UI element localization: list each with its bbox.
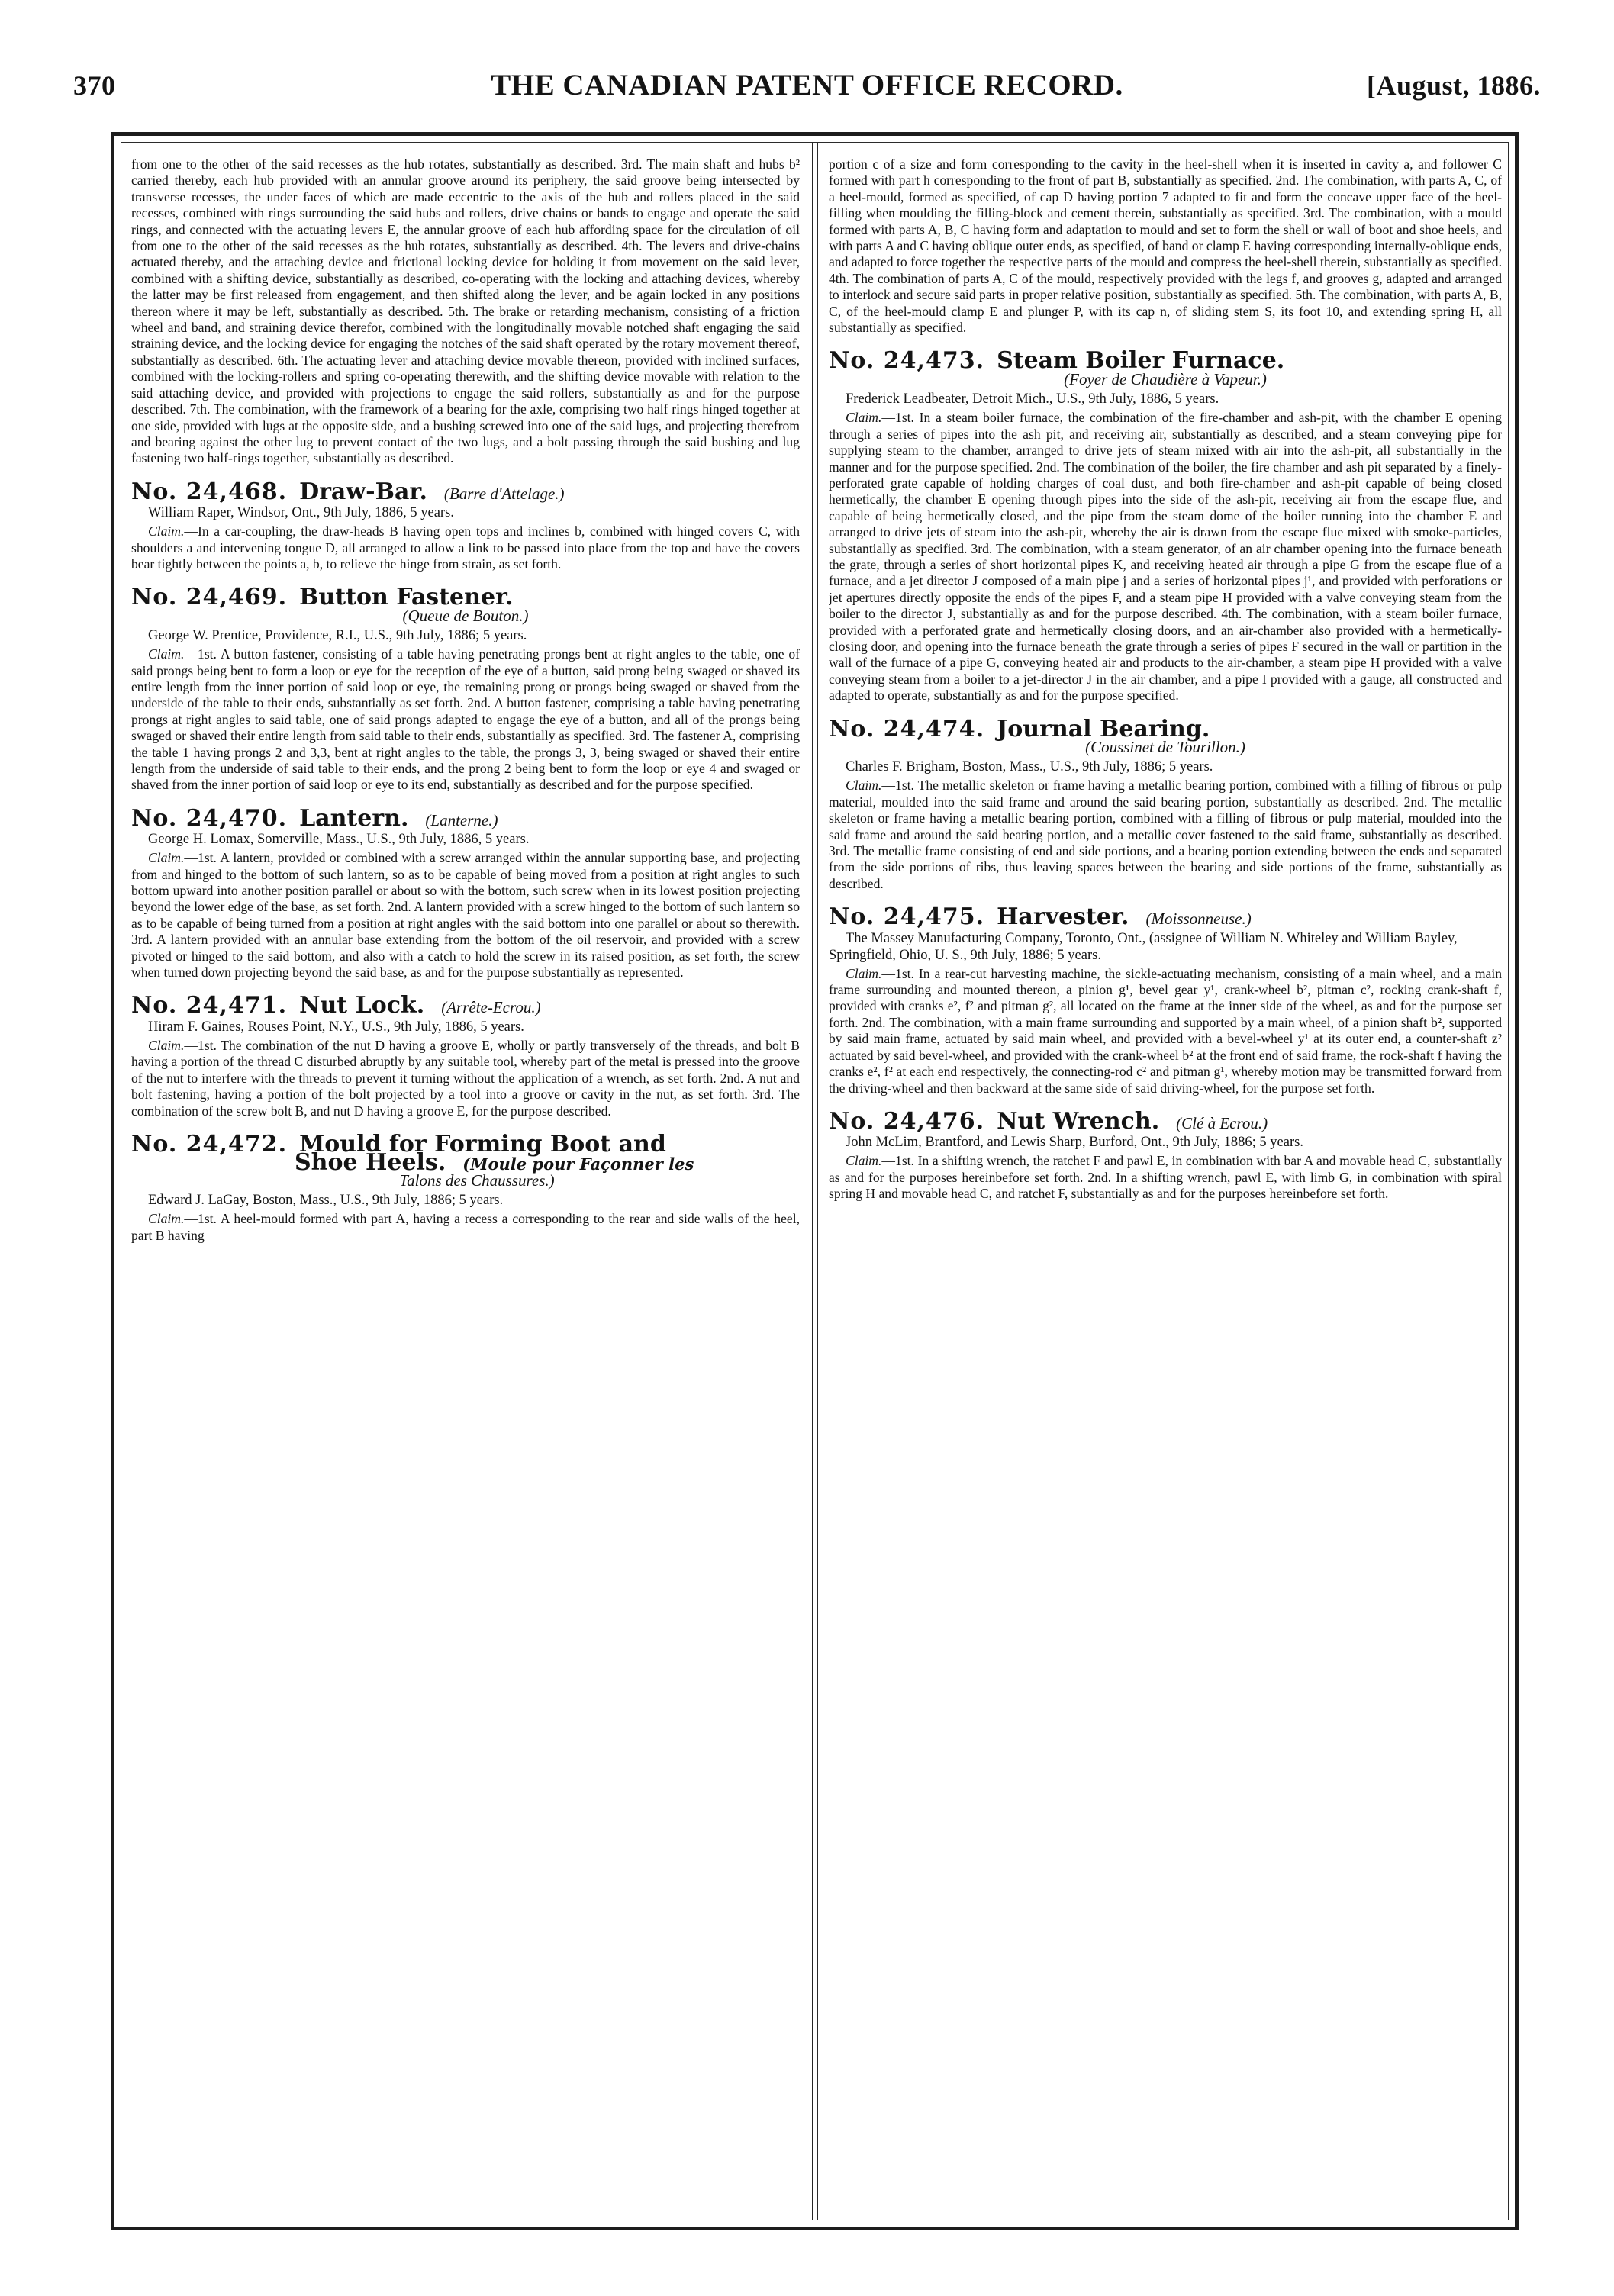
entry-heading	[131, 992, 800, 1019]
patent-number: No. 24,474.	[829, 715, 985, 742]
patent-title: Draw-Bar.	[299, 478, 427, 505]
claim-body: —1st. The combination of the nut D having a groove E, wholly or partly transversely of the threads, and bolt B having a portion of the thread C disturbed abruptly by any suitable tool, whereby part of the metal is pressed into the groove of the nut to interfere with the threads to prevent it turning without the application of a wrench, as set forth. 2nd. A nut and bolt fastening, having a portion of the bolt projected by a tool into a groove or cavity in the nut, as set forth. 3rd. The combination of the screw bolt B, and nut D having a groove E, for the purpose described.	[131, 1037, 800, 1119]
patent-number: No. 24,469.	[131, 584, 288, 611]
claim-text	[131, 1038, 800, 1119]
patent-title: Nut Wrench.	[997, 1107, 1160, 1135]
claim-body: —1st. The metallic skeleton or frame having a metallic bearing portion, combined with a filling of fibrous or pulp material, moulded into the said frame and around the said bearing portion, substantially as described. 2nd. The metallic skeleton or frame having a metallic bearing portion, combined with a filling of fibrous or pulp material, moulded into the said frame and around the said bearing portion, and a metallic cover fastened to the said frame, substantially as described. 3rd. The metallic frame consisting of end and side portions, and a bearing portion extending between the ends and separated from the side portions of ribs, thus leaving spaces between the bearing and side portions of the frame, substantially as described.	[829, 778, 1502, 891]
inventor-line: William Raper, Windsor, Ont., 9th July, 1886, 5 years.	[148, 505, 454, 521]
inventor-line: The Massey Manufacturing Company, Toronto, Ont., (assignee of William N. Whiteley and William Bayley, Springfield, Ohio, U. S., 9th July, 1886; 5 years.	[829, 930, 1458, 963]
claim-body: —1st. In a steam boiler furnace, the combination of the fire-chamber and ash-pit, with the chamber E opening through a series of pipes into the ash pit, and receiving air, substantially as described, and a steam conveying pipe for supplying steam to the chamber, arranged to drive jets of steam mixed with air into the ash-pit, all substantially in the manner and for the purpose specified. 2nd. The combination of the boiler, the fire chamber and ash pit separated by a finely-perforated grate capable of holding charges of coal dust, and both fire-chamber and ash-pit capable of being closed hermetically, the chamber E opening through pipes into the side of the ash-pit, receiving air from the escape flue, and capable of being hermetically closed, and the pipe from the steam dome of the boiler running into the chamber E and arranged to drive jets of steam into the ash-pit, whereby the air is drawn from the escape flue mixed with smoke-particles, substantially as specified. 3rd. The combination, with a steam generator, of an air chamber opening into the furnace beneath the grate, through a series of short horizontal pipes K, and receiving heated air through a pipe G from the escape flue of a furnace, and a jet director J composed of a main pipe j and a series of horizontal pipes j¹, and provided with perforations or jet apertures directly opposite the ends of the pipes F, and a steam pipe H provided with a valve conveying steam from the boiler to the director J, substantially as and for the purpose described. 4th. The combination, with a steam boiler furnace, provided with a perforated grate and hermetically closing doors, and an air-chamber also provided with a hermetically-closing door, and opening into the furnace beneath the grate through a series of pipes F secured in the wall or partition in the wall of the furnace of a pipe G, conveying heated air and products to the air-chamber, a steam pipe H provided with a valve conveying steam from a boiler to a jet-director J in the air chamber, and a pipe I provided with a gauge, all constructed and adapted to operate, substantially as and for the purpose specified.	[829, 410, 1502, 704]
page-number: 370	[73, 70, 116, 101]
claim-body: —1st. A lantern, provided or combined with a screw arranged within the annular supporting base, and projecting from and hinged to the bottom of such lantern, so as to be capable of being moved from a position at right angles to such bottom upward into another position parallel or about so with the bottom, such screw when in its lowest position projecting beyond the lower edge of the base, as set forth. 2nd. A lantern provided with a screw hinged to the bottom of such lantern so as to be capable of being turned from a position at right angles with the said bottom into one parallel or about so therewith. 3rd. A lantern provided with an annular base extending from the bottom of the oil reservoir, and provided with a screw pivoted or hinged to the said bottom, and also with a catch to hold the screw in its raised position, as set forth, the screw when turned down projecting beyond the said base, as and for the purpose substantially as represented.	[131, 850, 800, 981]
patent-number: No. 24,472.	[131, 1130, 288, 1158]
claim-body: —1st. In a shifting wrench, the ratchet F and pawl E, in combination with bar A and movable head C, substantially as and for the purposes hereinbefore set forth. 2nd. In a shifting wrench, pawl E, with limb G, in combination with spiral spring H and movable head C, and ratchet F, substantially as and for the purposes hereinbefore set forth.	[829, 1153, 1502, 1202]
patent-entry-24471	[131, 992, 800, 1119]
journal-title: THE CANADIAN PATENT OFFICE RECORD.	[491, 69, 1123, 101]
running-head	[73, 67, 1541, 113]
continued-claim-text: portion c of a size and form corresponding to the cavity in the heel-shell when it is inserted in cavity a, and follower C formed with part h corresponding to the front of part B, substantially as specified. 2nd. The combination, with parts A, C, of a heel-mould, formed as specified, of cap D having portion 7 adapted to fit and form the concave upper face of the heel-filling when moulding the filling-block and cement therein, substantially as specified. 3rd. The combination, with a mould formed with parts A, B, C having form and adaptation to mould and set to form the shell or wall of boot and shoe heels, and with parts A and C having oblique outer ends, as specified, of band or clamp E having corresponding internally-oblique ends, and adapted to force together the respective parts of the mould and compress the heel-shell therein, substantially as specified. 4th. The combination of parts A, C of the mould, respectively provided with the legs f, and grooves g, adapted and arranged to interlock and secure said parts in proper relative position, substantially as specified. 5th. The combination, with parts A, B, C, of the heel-mould clamp E and plunger P, with its cap n, of sliding stem S, its foot 10, and extending spring H, all substantially as specified.	[829, 156, 1502, 336]
claim-label: Claim.	[148, 1037, 185, 1053]
entry-heading	[829, 715, 1502, 742]
french-title: (Foyer de Chaudière à Vapeur.)	[1064, 369, 1267, 388]
claim-body: —1st. A heel-mould formed with part A, having a recess a corresponding to the rear and side walls of the heel, part B having	[131, 1211, 800, 1243]
claim-text	[829, 966, 1502, 1096]
entry-heading	[131, 478, 800, 505]
right-column	[829, 156, 1502, 2217]
entry-heading	[131, 804, 800, 832]
claim-text	[829, 1153, 1502, 1202]
claim-body: —In a car-coupling, the draw-heads B having open tops and inclines b, combined with hinged covers C, with shoulders a and intervening tongue D, all arranged to allow a link to be passed into place from the top and have the covers bear tightly between the points a, b, to relieve the hinge from strain, as set forth.	[131, 523, 800, 572]
french-title: (Lanterne.)	[425, 810, 498, 829]
claim-text	[131, 646, 800, 794]
claim-text	[829, 778, 1502, 892]
patent-entry-24476	[829, 1107, 1502, 1203]
patent-title: Button Fastener.	[299, 584, 514, 611]
inventor-line: Edward J. LaGay, Boston, Mass., U.S., 9th July, 1886; 5 years.	[148, 1193, 504, 1209]
patent-number: No. 24,476.	[829, 1107, 985, 1135]
inventor-line: George H. Lomax, Somerville, Mass., U.S., 9th July, 1886, 5 years.	[148, 832, 530, 848]
patent-entry-24474	[829, 715, 1502, 893]
entry-heading	[829, 347, 1502, 375]
inventor-line: Charles F. Brigham, Boston, Mass., U.S., 9th July, 1886; 5 years.	[846, 759, 1213, 775]
claim-label: Claim.	[148, 523, 185, 539]
patent-entry-24470	[131, 804, 800, 981]
entry-heading	[131, 1130, 800, 1158]
inventor-line: John McLim, Brantford, and Lewis Sharp, Burford, Ont., 9th July, 1886; 5 years.	[846, 1135, 1303, 1151]
french-title: (Moule pour Façonner les	[462, 1154, 694, 1174]
patent-title: Nut Lock.	[299, 992, 425, 1019]
claim-label: Claim.	[148, 1211, 185, 1227]
patent-title: Lantern.	[299, 804, 409, 832]
claim-label: Claim.	[148, 850, 185, 866]
inventor-line: Frederick Leadbeater, Detroit Mich., U.S., 9th July, 1886, 5 years.	[846, 391, 1219, 407]
patent-entry-24472	[131, 1130, 800, 1244]
patent-entry-24469	[131, 584, 800, 793]
patent-number: No. 24,470.	[131, 804, 288, 832]
claim-label: Claim.	[148, 646, 185, 662]
claim-label: Claim.	[846, 410, 882, 426]
patent-number: No. 24,468.	[131, 478, 288, 505]
patent-title-line2: Shoe Heels.	[295, 1149, 446, 1177]
claim-label: Claim.	[846, 1153, 882, 1169]
patent-number: No. 24,475.	[829, 903, 985, 931]
patent-title: Harvester.	[997, 903, 1129, 931]
inventor-line: Hiram F. Gaines, Rouses Point, N.Y., U.S., 9th July, 1886, 5 years.	[148, 1019, 524, 1035]
inventor-line: George W. Prentice, Providence, R.I., U.S., 9th July, 1886; 5 years.	[148, 628, 527, 644]
claim-label: Claim.	[846, 778, 882, 794]
claim-body: —1st. A button fastener, consisting of a table having penetrating prongs bent at right angles to the table, one of said prongs being bent to form a loop or eye for the reception of the eye of a button, said prong being swaged or shaved its entire length from the inner portion of said loop or eye, the remaining prong or prongs being swaged or shaved from the underside of the table to their ends, substantially as set forth. 2nd. A button fastener, comprising a table having penetrating prongs at right angles to said table, one of said prongs adapted to engage the eye of a button, and all of the prongs being swaged or shaved their entire length from said table to their ends, substantially as specified. 3rd. The fastener A, comprising the table 1 having prongs 2 and 3,3, bent at right angles to the table, the prongs 3, 3, being swaged or shaved their entire length from the underside of said table to their ends, and the prong 2 being bent to form the loop or eye 4 and swaged or shaved from the inner portion of said loop or eye to its end, substantially as described and for the purpose specified.	[131, 646, 800, 793]
patent-title: Journal Bearing.	[997, 715, 1210, 742]
patent-number: No. 24,471.	[131, 992, 288, 1019]
claim-label: Claim.	[846, 965, 882, 981]
patent-entry-24468	[131, 478, 800, 573]
claim-text	[131, 1211, 800, 1244]
patent-entry-24475	[829, 903, 1502, 1096]
french-title: (Clé à Ecrou.)	[1176, 1113, 1268, 1132]
entry-heading	[829, 903, 1502, 931]
column-divider	[812, 142, 813, 2220]
french-title: (Moissonneuse.)	[1145, 910, 1252, 929]
entry-heading	[829, 1107, 1502, 1135]
left-column	[131, 156, 800, 2217]
patent-entry-24473	[829, 347, 1502, 704]
continued-claim-text: from one to the other of the said recesses as the hub rotates, substantially as described. 3rd. The main shaft and hubs b² carried thereby, each hub provided with an annular groove around its periphery, the said groove being intersected by transverse recesses, the under faces of which are made eccentric to the axis of the hub and rollers placed in the said recesses, combined with rings surrounding the said hubs and rollers, drive chains or bands to engage and operate the said rings, and connected with the actuating levers E, the annular groove of each hub affording space for the circulation of oil from one to the other of the said recesses as the hub rotates, substantially as described. 4th. The levers and drive-chains actuated thereby, and the attaching device and frictional locking device for holding it from movement on the said lever, combined with a shifting device, substantially as described, co-operating with the locking and attaching devices, whereby the latter may be first released from engagement, and then shifted along the lever, and be again locked in any positions thereon where it may be left, substantially as described. 5th. The brake or retarding mechanism, consisting of a friction wheel and band, and straining device therefor, combined with the longitudinally movable notched shaft engaging the said straining device, and the locking device for engaging the notches of the said shaft operated by the rotary movement thereof, substantially as described. 6th. The actuating lever and attaching device movable thereon, provided with inclined surfaces, combined with the locking-rollers and spring co-operating therewith, and the shifting device movable with relation to the said attaching device, and provided with projections to engage the said rollers, substantially as and for the purpose described. 7th. The combination, with the framework of a bearing for the axle, comprising two half rings hinged together at one side, provided with lugs at the opposite side, and a bushing screwed into one of the said lugs, and projecting therefrom and bearing against the other lug to prevent contact of the two lugs, and a bolt passing through the said bushing and lug fastening two half-rings together, substantially as described.	[131, 156, 800, 466]
patent-title: Steam Boiler Furnace.	[997, 347, 1285, 375]
claim-body: —1st. In a rear-cut harvesting machine, the sickle-actuating mechanism, consisting of a main wheel, and a main frame surrounding and mounted thereon, a pinion g¹, bevel gear y¹, crank-wheel b², pitman c², rocking crank-shaft f, provided with cranks e², f² and pitman g², all located on the frame at the inner side of the wheel, as and for the purpose set forth. 2nd. The combination, with a main frame surrounding and supported by a main wheel, of a pinion shaft b², supported by said main frame, actuated by said main wheel, and provided with a bevel-wheel y¹ at its outer end, a counter-shaft z² actuated by said bevel-wheel, and provided with the crank-wheel b² at the front end of said frame, the rock-shaft f having the cranks e², f² at each end respectively, the connecting-rod c² and pitman g¹, whereby motion may be transmitted forward from the driving-wheel and then backward at the same side of said driving-wheel, for the purpose set forth.	[829, 965, 1502, 1096]
french-title: (Arrête-Ecrou.)	[441, 998, 541, 1017]
french-title: (Coussinet de Tourillon.)	[1085, 738, 1245, 756]
issue-date: [August, 1886.	[1366, 70, 1541, 101]
patent-title: Mould for Forming Boot and	[299, 1130, 666, 1158]
french-title: (Queue de Bouton.)	[402, 606, 529, 625]
french-title: (Barre d'Attelage.)	[443, 484, 565, 503]
patent-number: No. 24,473.	[829, 347, 985, 375]
claim-text	[131, 850, 800, 981]
claim-text	[829, 410, 1502, 704]
entry-heading	[131, 584, 800, 611]
claim-text	[131, 523, 800, 572]
french-title-continued: Talons des Chaussures.)	[399, 1171, 555, 1190]
